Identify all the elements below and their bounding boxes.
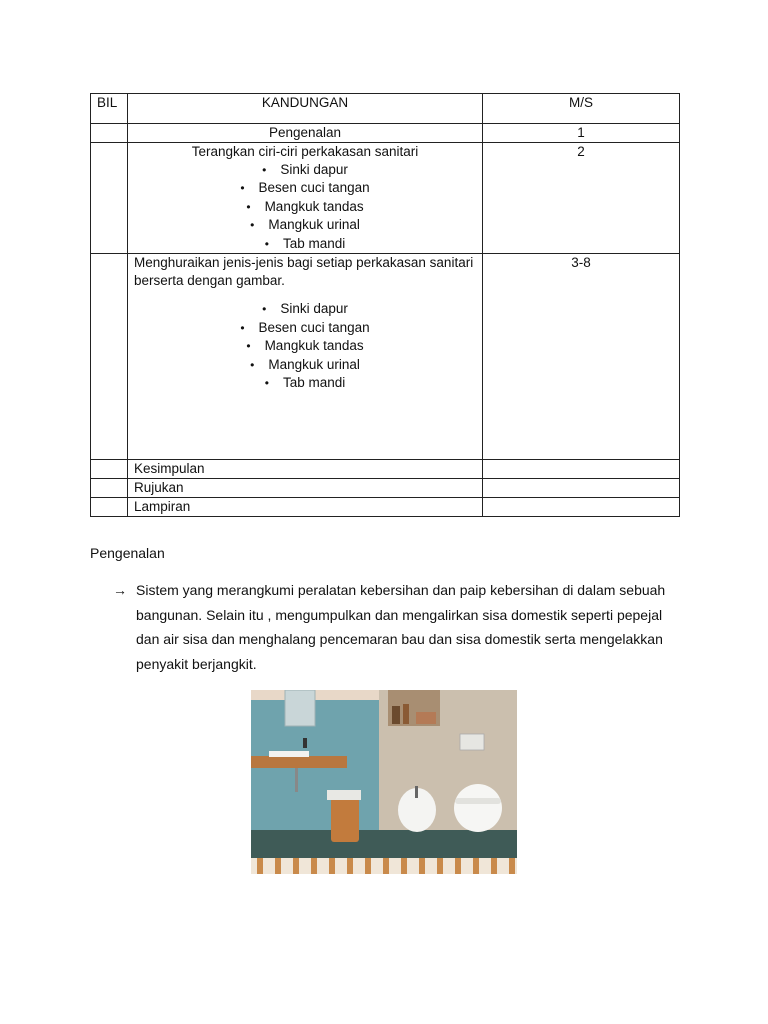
header-ms: M/S	[483, 94, 680, 124]
intro-paragraph-block	[113, 578, 673, 676]
row-lampiran-title: Lampiran	[128, 498, 483, 517]
list-item: • Tab mandi	[134, 374, 476, 393]
row-jenis-list	[134, 300, 476, 393]
list-item: • Besen cuci tangan	[134, 319, 476, 338]
row-pengenalan-page: 1	[483, 124, 680, 143]
table-header-row	[91, 94, 680, 124]
list-item: • Mangkuk tandas	[134, 198, 476, 217]
table-row	[91, 254, 680, 460]
section-heading: Pengenalan	[90, 545, 165, 561]
list-item: • Sinki dapur	[134, 161, 476, 180]
intro-paragraph: Sistem yang merangkumi peralatan kebersihan dan paip kebersihan di dalam sebuah bangunan. Selain itu , mengumpulkan dan mengalirkan sisa domestik seperti pepejal dan air sisa dan menghalang pencemaran bau dan sisa domestik serta mengelakkan penyakit berjangkit.	[136, 582, 666, 672]
bathroom-photo	[251, 690, 517, 874]
contents-table	[90, 93, 680, 517]
list-item: • Mangkuk urinal	[134, 216, 476, 235]
arrow-bullet-icon: →	[113, 582, 127, 598]
row-jenis-title: Menghuraikan jenis-jenis bagi setiap perkakasan sanitari berserta dengan gambar.	[134, 255, 474, 288]
header-kandungan: KANDUNGAN	[128, 94, 483, 124]
table-row	[91, 143, 680, 254]
row-jenis-page: 3-8	[483, 254, 680, 460]
header-bil: BIL	[91, 94, 128, 124]
row-kesimpulan-title: Kesimpulan	[128, 460, 483, 479]
table-row	[91, 498, 680, 517]
rug-stripes	[251, 858, 517, 874]
table-row	[91, 124, 680, 143]
row-pengenalan-title: Pengenalan	[128, 124, 483, 143]
list-item: • Mangkuk urinal	[134, 356, 476, 375]
list-item: • Tab mandi	[134, 235, 476, 254]
row-ciri-title: Terangkan ciri-ciri perkakasan sanitari	[191, 144, 419, 159]
list-item: • Besen cuci tangan	[134, 179, 476, 198]
list-item: • Mangkuk tandas	[134, 337, 476, 356]
table-row	[91, 479, 680, 498]
row-ciri-page: 2	[483, 143, 680, 254]
row-ciri-list	[134, 161, 476, 254]
table-row	[91, 460, 680, 479]
list-item: • Sinki dapur	[134, 300, 476, 319]
row-rujukan-title: Rujukan	[128, 479, 483, 498]
